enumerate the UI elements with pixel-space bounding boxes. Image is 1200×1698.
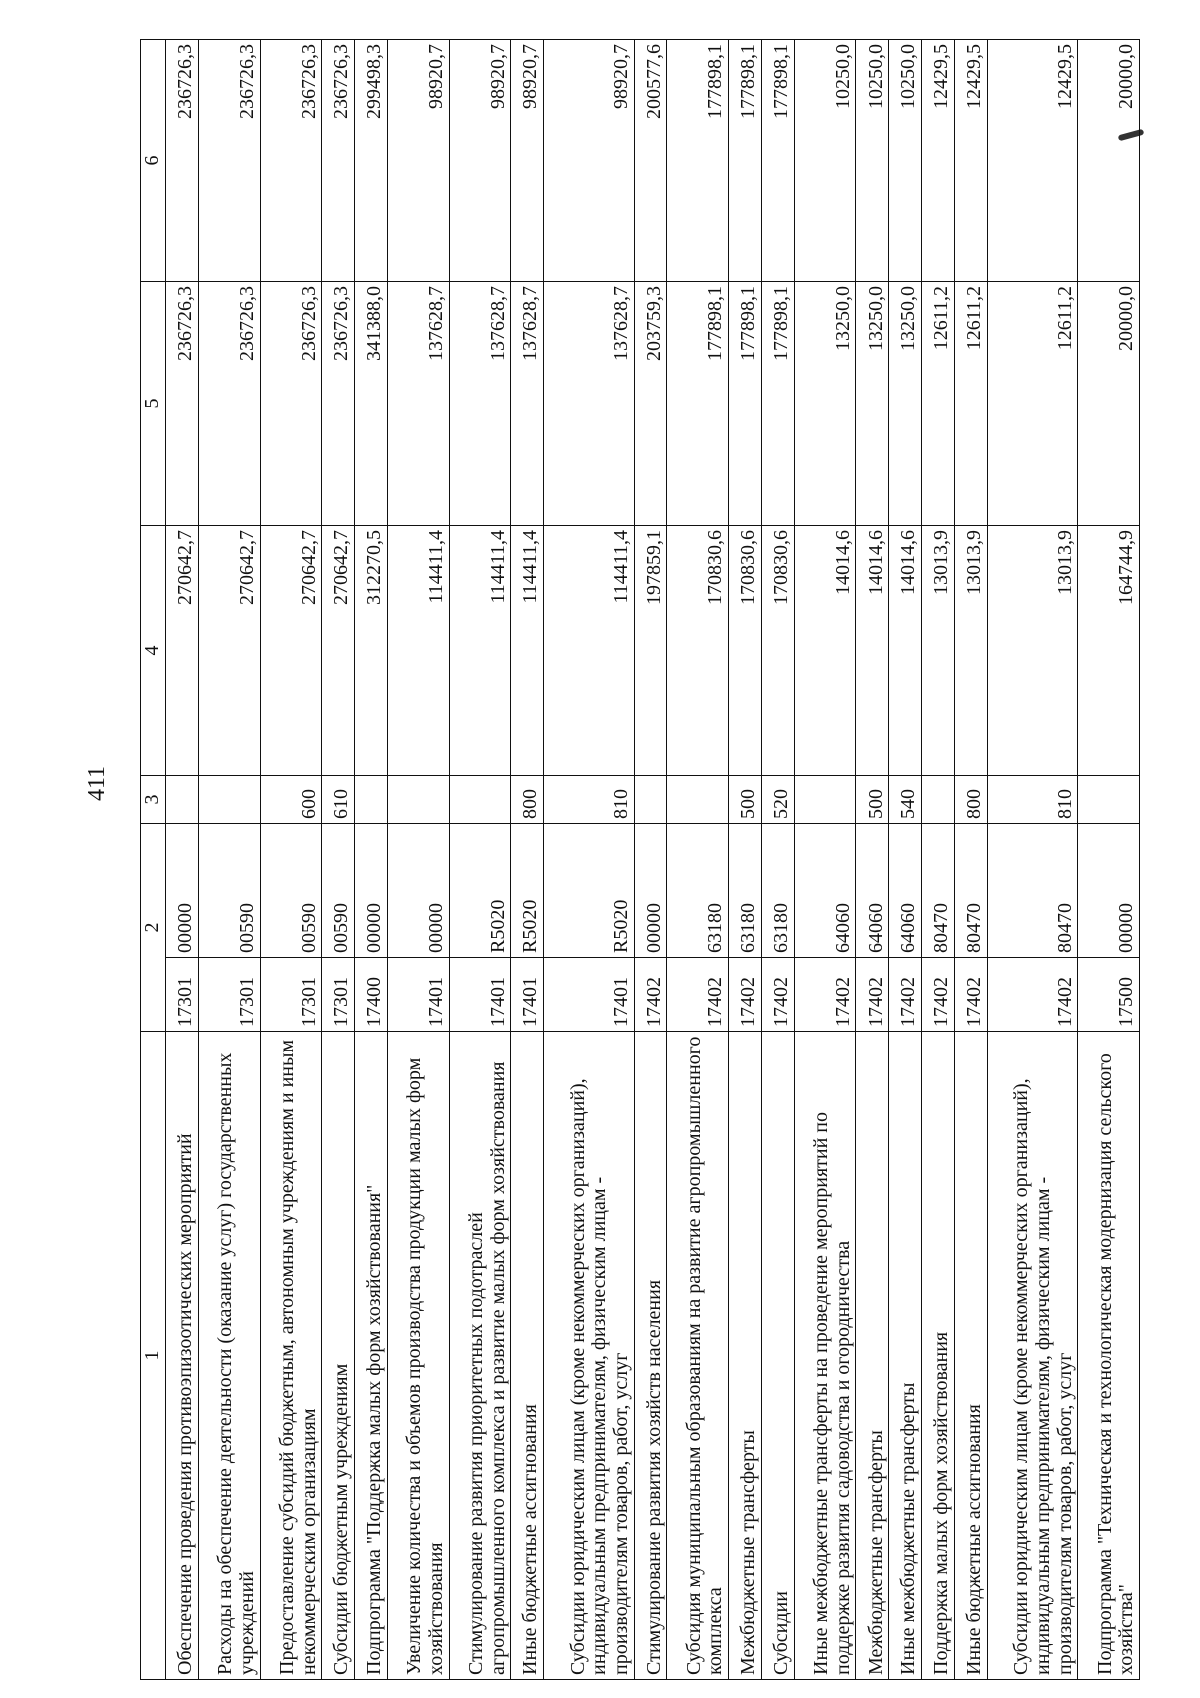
row-value-col5: 203759,3 bbox=[634, 282, 667, 526]
row-value-col5: 137628,7 bbox=[511, 282, 544, 526]
row-expense-type: 500 bbox=[856, 776, 889, 824]
row-name: Стимулирование развития приоритетных подотраслей агропромышленного комплекса и развитие малых форм хозяйствования bbox=[449, 1032, 511, 1680]
row-value-col6: 98920,7 bbox=[511, 40, 544, 282]
row-program-code: 17402 bbox=[889, 958, 922, 1032]
row-value-col4: 170830,6 bbox=[761, 526, 794, 776]
row-value-col6: 10250,0 bbox=[794, 40, 856, 282]
row-direction-code: 63180 bbox=[667, 824, 729, 958]
row-name: Субсидия муниципальным образованиям на развитие агропромышленного комплекса bbox=[667, 1032, 729, 1680]
row-value-col4: 114411,4 bbox=[387, 526, 449, 776]
row-name: Иные бюджетные ассигнования bbox=[954, 1032, 987, 1680]
row-name: Предоставление субсидий бюджетным, автономным учреждениям и иным некоммерческим организациям bbox=[260, 1032, 322, 1680]
row-expense-type bbox=[921, 776, 954, 824]
row-value-col6: 20000,0 bbox=[1078, 40, 1140, 282]
row-direction-code: 00590 bbox=[198, 824, 260, 958]
table-row bbox=[1078, 40, 1140, 1680]
row-program-code: 17402 bbox=[987, 958, 1078, 1032]
row-direction-code: 00000 bbox=[634, 824, 667, 958]
row-expense-type: 810 bbox=[544, 776, 635, 824]
row-value-col5: 137628,7 bbox=[544, 282, 635, 526]
row-value-col6: 12429,5 bbox=[954, 40, 987, 282]
table-row bbox=[889, 40, 922, 1680]
table-row bbox=[856, 40, 889, 1680]
row-name: Иные межбюджетные трансферты bbox=[889, 1032, 922, 1680]
row-direction-code: 64060 bbox=[856, 824, 889, 958]
table-row bbox=[794, 40, 856, 1680]
row-direction-code: 00590 bbox=[322, 824, 355, 958]
budget-table bbox=[140, 39, 1140, 1680]
row-value-col5: 177898,1 bbox=[667, 282, 729, 526]
row-expense-type: 540 bbox=[889, 776, 922, 824]
row-name: Межбюджетные трансферты bbox=[729, 1032, 762, 1680]
row-name: Субсидии бюджетным учреждениям bbox=[322, 1032, 355, 1680]
row-expense-type bbox=[387, 776, 449, 824]
row-value-col4: 114411,4 bbox=[449, 526, 511, 776]
row-value-col6: 10250,0 bbox=[889, 40, 922, 282]
row-program-code: 17402 bbox=[954, 958, 987, 1032]
row-program-code: 17402 bbox=[634, 958, 667, 1032]
header-row bbox=[141, 40, 166, 1680]
table-row bbox=[761, 40, 794, 1680]
row-expense-type: 600 bbox=[260, 776, 322, 824]
row-value-col6: 177898,1 bbox=[667, 40, 729, 282]
row-program-code: 17401 bbox=[544, 958, 635, 1032]
row-direction-code: 64060 bbox=[889, 824, 922, 958]
row-program-code: 17301 bbox=[260, 958, 322, 1032]
row-program-code: 17402 bbox=[794, 958, 856, 1032]
row-value-col6: 236726,3 bbox=[322, 40, 355, 282]
row-program-code: 17301 bbox=[322, 958, 355, 1032]
row-expense-type bbox=[1078, 776, 1140, 824]
row-expense-type bbox=[449, 776, 511, 824]
row-value-col4: 270642,7 bbox=[260, 526, 322, 776]
row-program-code: 17401 bbox=[511, 958, 544, 1032]
row-name: Расходы на обеспечение деятельности (оказание услуг) государственных учреждений bbox=[198, 1032, 260, 1680]
row-program-code: 17500 bbox=[1078, 958, 1140, 1032]
header-col-3: 3 bbox=[141, 776, 166, 824]
page-number: 411 bbox=[84, 765, 111, 802]
table-row bbox=[449, 40, 511, 1680]
row-program-code: 17402 bbox=[667, 958, 729, 1032]
row-expense-type: 810 bbox=[987, 776, 1078, 824]
row-expense-type bbox=[667, 776, 729, 824]
row-value-col4: 13013,9 bbox=[954, 526, 987, 776]
row-expense-type: 500 bbox=[729, 776, 762, 824]
row-value-col4: 170830,6 bbox=[729, 526, 762, 776]
row-name: Подпрограмма "Техническая и технологическая модернизация сельского хозяйства" bbox=[1078, 1032, 1140, 1680]
row-value-col6: 177898,1 bbox=[729, 40, 762, 282]
row-program-code: 17401 bbox=[387, 958, 449, 1032]
row-direction-code: R5020 bbox=[449, 824, 511, 958]
row-program-code: 17402 bbox=[729, 958, 762, 1032]
row-program-code: 17402 bbox=[856, 958, 889, 1032]
table-row bbox=[387, 40, 449, 1680]
header-col-1: 1 bbox=[141, 1032, 166, 1680]
row-value-col4: 170830,6 bbox=[667, 526, 729, 776]
row-value-col5: 236726,3 bbox=[260, 282, 322, 526]
row-value-col4: 14014,6 bbox=[856, 526, 889, 776]
row-value-col4: 14014,6 bbox=[889, 526, 922, 776]
row-expense-type bbox=[166, 776, 199, 824]
row-expense-type bbox=[794, 776, 856, 824]
row-name: Обеспечение проведения противоэпизоотических мероприятий bbox=[166, 1032, 199, 1680]
row-name: Поддержка малых форм хозяйствования bbox=[921, 1032, 954, 1680]
row-value-col4: 270642,7 bbox=[322, 526, 355, 776]
row-value-col4: 270642,7 bbox=[166, 526, 199, 776]
row-value-col4: 114411,4 bbox=[511, 526, 544, 776]
row-name: Стимулирование развития хозяйств населения bbox=[634, 1032, 667, 1680]
row-value-col6: 299498,3 bbox=[355, 40, 388, 282]
row-expense-type: 800 bbox=[511, 776, 544, 824]
row-program-code: 17301 bbox=[198, 958, 260, 1032]
row-value-col4: 114411,4 bbox=[544, 526, 635, 776]
row-value-col5: 12611,2 bbox=[921, 282, 954, 526]
row-value-col5: 341388,0 bbox=[355, 282, 388, 526]
table-row bbox=[511, 40, 544, 1680]
table-row bbox=[166, 40, 199, 1680]
row-value-col5: 13250,0 bbox=[889, 282, 922, 526]
row-value-col4: 197859,1 bbox=[634, 526, 667, 776]
row-expense-type bbox=[198, 776, 260, 824]
row-value-col6: 177898,1 bbox=[761, 40, 794, 282]
table-row bbox=[667, 40, 729, 1680]
row-direction-code: 00000 bbox=[1078, 824, 1140, 958]
header-col-2: 2 bbox=[141, 824, 166, 1032]
row-value-col5: 12611,2 bbox=[954, 282, 987, 526]
row-value-col4: 13013,9 bbox=[921, 526, 954, 776]
row-value-col5: 13250,0 bbox=[856, 282, 889, 526]
row-value-col6: 12429,5 bbox=[921, 40, 954, 282]
row-direction-code: 63180 bbox=[761, 824, 794, 958]
row-value-col6: 200577,6 bbox=[634, 40, 667, 282]
row-value-col5: 13250,0 bbox=[794, 282, 856, 526]
table-rotator bbox=[140, 40, 1140, 1680]
row-name: Подпрограмма "Поддержка малых форм хозяйствования" bbox=[355, 1032, 388, 1680]
row-value-col6: 98920,7 bbox=[544, 40, 635, 282]
row-name: Межбюджетные трансферты bbox=[856, 1032, 889, 1680]
row-direction-code: 80470 bbox=[954, 824, 987, 958]
row-expense-type: 610 bbox=[322, 776, 355, 824]
row-direction-code: 00000 bbox=[166, 824, 199, 958]
row-expense-type bbox=[355, 776, 388, 824]
row-value-col6: 236726,3 bbox=[260, 40, 322, 282]
row-name: Иные бюджетные ассигнования bbox=[511, 1032, 544, 1680]
row-program-code: 17402 bbox=[921, 958, 954, 1032]
table-row bbox=[987, 40, 1078, 1680]
row-name: Субсидии юридическим лицам (кроме некоммерческих организаций), индивидуальным предпринимателям, физическим лицам - производителям товаров, работ, услуг bbox=[544, 1032, 635, 1680]
row-value-col5: 236726,3 bbox=[166, 282, 199, 526]
table-row bbox=[198, 40, 260, 1680]
row-value-col4: 14014,6 bbox=[794, 526, 856, 776]
row-direction-code: 63180 bbox=[729, 824, 762, 958]
row-value-col5: 137628,7 bbox=[449, 282, 511, 526]
table-row bbox=[729, 40, 762, 1680]
row-program-code: 17402 bbox=[761, 958, 794, 1032]
row-value-col6: 10250,0 bbox=[856, 40, 889, 282]
row-value-col4: 312270,5 bbox=[355, 526, 388, 776]
table-row bbox=[634, 40, 667, 1680]
row-direction-code: 00000 bbox=[387, 824, 449, 958]
row-value-col4: 13013,9 bbox=[987, 526, 1078, 776]
row-direction-code: 00590 bbox=[260, 824, 322, 958]
row-direction-code: 00000 bbox=[355, 824, 388, 958]
row-expense-type bbox=[634, 776, 667, 824]
row-expense-type: 520 bbox=[761, 776, 794, 824]
row-direction-code: 80470 bbox=[921, 824, 954, 958]
row-expense-type: 800 bbox=[954, 776, 987, 824]
row-name: Иные межбюджетные трансферты на проведение мероприятий по поддержке развития садоводства и огородничества bbox=[794, 1032, 856, 1680]
table-row bbox=[921, 40, 954, 1680]
row-value-col5: 177898,1 bbox=[729, 282, 762, 526]
row-value-col5: 236726,3 bbox=[198, 282, 260, 526]
row-value-col6: 98920,7 bbox=[387, 40, 449, 282]
row-value-col6: 12429,5 bbox=[987, 40, 1078, 282]
row-name: Субсидии юридическим лицам (кроме некоммерческих организаций), индивидуальным предпринимателям, физическим лицам - производителям товаров, работ, услуг bbox=[987, 1032, 1078, 1680]
table-row bbox=[954, 40, 987, 1680]
row-value-col6: 98920,7 bbox=[449, 40, 511, 282]
row-value-col5: 236726,3 bbox=[322, 282, 355, 526]
row-value-col5: 20000,0 bbox=[1078, 282, 1140, 526]
row-name: Увеличение количества и объемов производства продукции малых форм хозяйствования bbox=[387, 1032, 449, 1680]
table-row bbox=[260, 40, 322, 1680]
table-stage bbox=[140, 40, 1140, 1680]
table-row bbox=[544, 40, 635, 1680]
table-row bbox=[322, 40, 355, 1680]
row-value-col5: 177898,1 bbox=[761, 282, 794, 526]
row-program-code: 17401 bbox=[449, 958, 511, 1032]
row-direction-code: 64060 bbox=[794, 824, 856, 958]
row-direction-code: R5020 bbox=[544, 824, 635, 958]
header-col-4: 4 bbox=[141, 526, 166, 776]
row-value-col4: 164744,9 bbox=[1078, 526, 1140, 776]
row-direction-code: R5020 bbox=[511, 824, 544, 958]
row-value-col5: 12611,2 bbox=[987, 282, 1078, 526]
row-name: Субсидии bbox=[761, 1032, 794, 1680]
table-body bbox=[166, 40, 1140, 1680]
header-col-6: 6 bbox=[141, 40, 166, 282]
row-program-code: 17400 bbox=[355, 958, 388, 1032]
row-value-col6: 236726,3 bbox=[166, 40, 199, 282]
row-direction-code: 80470 bbox=[987, 824, 1078, 958]
table-row bbox=[355, 40, 388, 1680]
row-value-col6: 236726,3 bbox=[198, 40, 260, 282]
header-col-5: 5 bbox=[141, 282, 166, 526]
row-value-col4: 270642,7 bbox=[198, 526, 260, 776]
row-value-col5: 137628,7 bbox=[387, 282, 449, 526]
row-program-code: 17301 bbox=[166, 958, 199, 1032]
